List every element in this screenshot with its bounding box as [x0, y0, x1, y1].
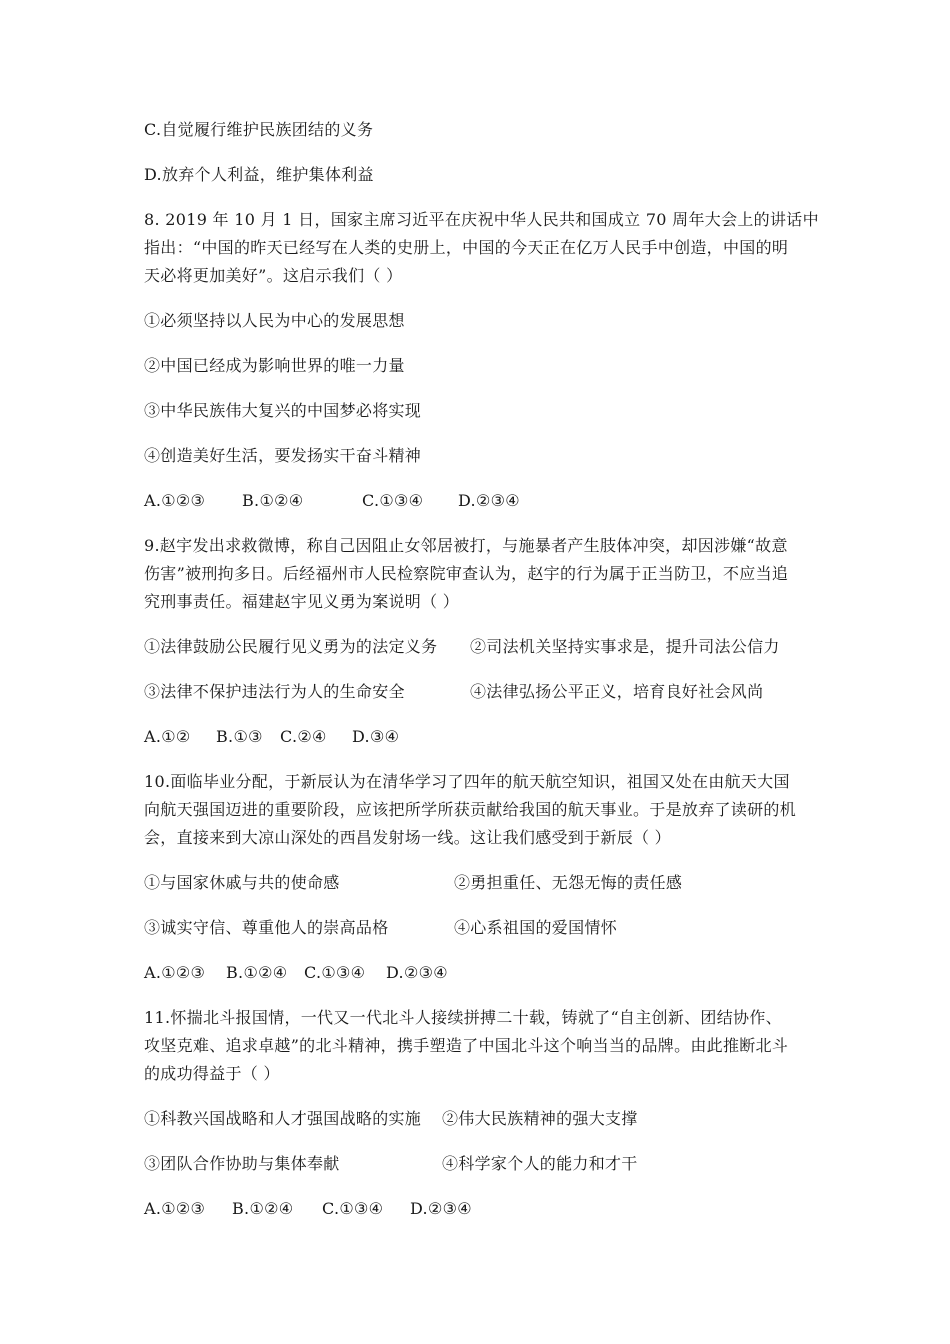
- q9-choice-d: D.③④: [352, 727, 400, 746]
- q11-items-row-1: [144, 1109, 824, 1129]
- q11-items-row-2: [144, 1154, 824, 1174]
- q10-item-3: ③诚实守信、尊重他人的崇高品格: [144, 918, 389, 937]
- q9-item-3: ③法律不保护违法行为人的生命安全: [144, 682, 405, 701]
- q10-choice-d: D.②③④: [386, 963, 448, 982]
- q11-choice-d: D.②③④: [410, 1199, 472, 1218]
- q10-choice-b: B.①②④: [226, 963, 288, 982]
- q10-choice-a: A.①②③: [144, 963, 206, 982]
- q7-option-d: D.放弃个人利益，维护集体利益: [144, 165, 374, 184]
- q10-stem-line-2: 向航天强国迈进的重要阶段，应该把所学所获贡献给我国的航天事业。于是放弃了读研的机: [144, 800, 797, 819]
- q9-choice-a: A.①②: [144, 727, 191, 746]
- q8-choice-d: D.②③④: [458, 491, 520, 510]
- q8-item-2: ②中国已经成为影响世界的唯一力量: [144, 356, 405, 375]
- q9-items-row-1: [144, 637, 824, 657]
- q10-items-row-1: [144, 873, 824, 893]
- q11-stem-line-3: 的成功得益于（ ）: [144, 1064, 280, 1083]
- q9-choice-b: B.①③: [216, 727, 263, 746]
- q10-choice-c: C.①③④: [304, 963, 366, 982]
- q11-item-3: ③团队合作协助与集体奉献: [144, 1154, 340, 1173]
- q9-item-4: ④法律弘扬公平正义，培育良好社会风尚: [470, 682, 764, 701]
- q11-choice-c: C.①③④: [322, 1199, 384, 1218]
- q11-item-4: ④科学家个人的能力和才干: [442, 1154, 638, 1173]
- q9-item-1: ①法律鼓励公民履行见义勇为的法定义务: [144, 637, 438, 656]
- q10-stem-line-3: 会，直接来到大凉山深处的西昌发射场一线。这让我们感受到于新辰（ ）: [144, 828, 671, 847]
- q8-stem-line-3: 天必将更加美好”。这启示我们（ ）: [144, 266, 403, 285]
- q9-stem-line-3: 究刑事责任。福建赵宇见义勇为案说明（ ）: [144, 592, 460, 611]
- q8-stem-line-1: 8. 2019 年 10 月 1 日，国家主席习近平在庆祝中华人民共和国成立 70 周年大会上的讲话中: [144, 210, 819, 229]
- q10-choices: [144, 963, 824, 983]
- q10-stem-line-1: 10.面临毕业分配，于新辰认为在清华学习了四年的航天航空知识，祖国又处在由航天大国: [144, 772, 790, 791]
- q9-choices: [144, 727, 824, 747]
- q8-choice-c: C.①③④: [362, 491, 424, 510]
- q10-item-4: ④心系祖国的爱国情怀: [454, 918, 618, 937]
- q11-choice-b: B.①②④: [232, 1199, 294, 1218]
- q8-item-1: ①必须坚持以人民为中心的发展思想: [144, 311, 405, 330]
- q10-item-1: ①与国家休戚与共的使命感: [144, 873, 340, 892]
- q7-option-c: C.自觉履行维护民族团结的义务: [144, 120, 374, 139]
- q11-choice-a: A.①②③: [144, 1199, 206, 1218]
- q8-choices: [144, 491, 824, 511]
- q8-stem-line-2: 指出：“中国的昨天已经写在人类的史册上，中国的今天正在亿万人民手中创造，中国的明: [144, 238, 789, 257]
- q9-choice-c: C.②④: [280, 727, 327, 746]
- q8-item-4: ④创造美好生活，要发扬实干奋斗精神: [144, 446, 422, 465]
- q11-stem-line-2: 攻坚克难、追求卓越”的北斗精神，携手塑造了中国北斗这个响当当的品牌。由此推断北斗: [144, 1036, 789, 1055]
- q10-item-2: ②勇担重任、无怨无悔的责任感: [454, 873, 683, 892]
- q9-stem-line-1: 9.赵宇发出求救微博，称自己因阻止女邻居被打，与施暴者产生肢体冲突，却因涉嫌“故意: [144, 536, 788, 555]
- q9-stem-line-2: 伤害”被刑拘多日。后经福州市人民检察院审查认为，赵宇的行为属于正当防卫，不应当追: [144, 564, 789, 583]
- q8-choice-a: A.①②③: [144, 491, 206, 510]
- q11-item-2: ②伟大民族精神的强大支撑: [442, 1109, 638, 1128]
- q11-choices: [144, 1199, 824, 1219]
- q8-choice-b: B.①②④: [242, 491, 304, 510]
- q10-items-row-2: [144, 918, 824, 938]
- q11-stem-line-1: 11.怀揣北斗报国情，一代又一代北斗人接续拼搏二十载，铸就了“自主创新、团结协作、: [144, 1008, 782, 1027]
- q9-item-2: ②司法机关坚持实事求是，提升司法公信力: [470, 637, 780, 656]
- q8-item-3: ③中华民族伟大复兴的中国梦必将实现: [144, 401, 422, 420]
- q11-item-1: ①科教兴国战略和人才强国战略的实施: [144, 1109, 422, 1128]
- q9-items-row-2: [144, 682, 824, 702]
